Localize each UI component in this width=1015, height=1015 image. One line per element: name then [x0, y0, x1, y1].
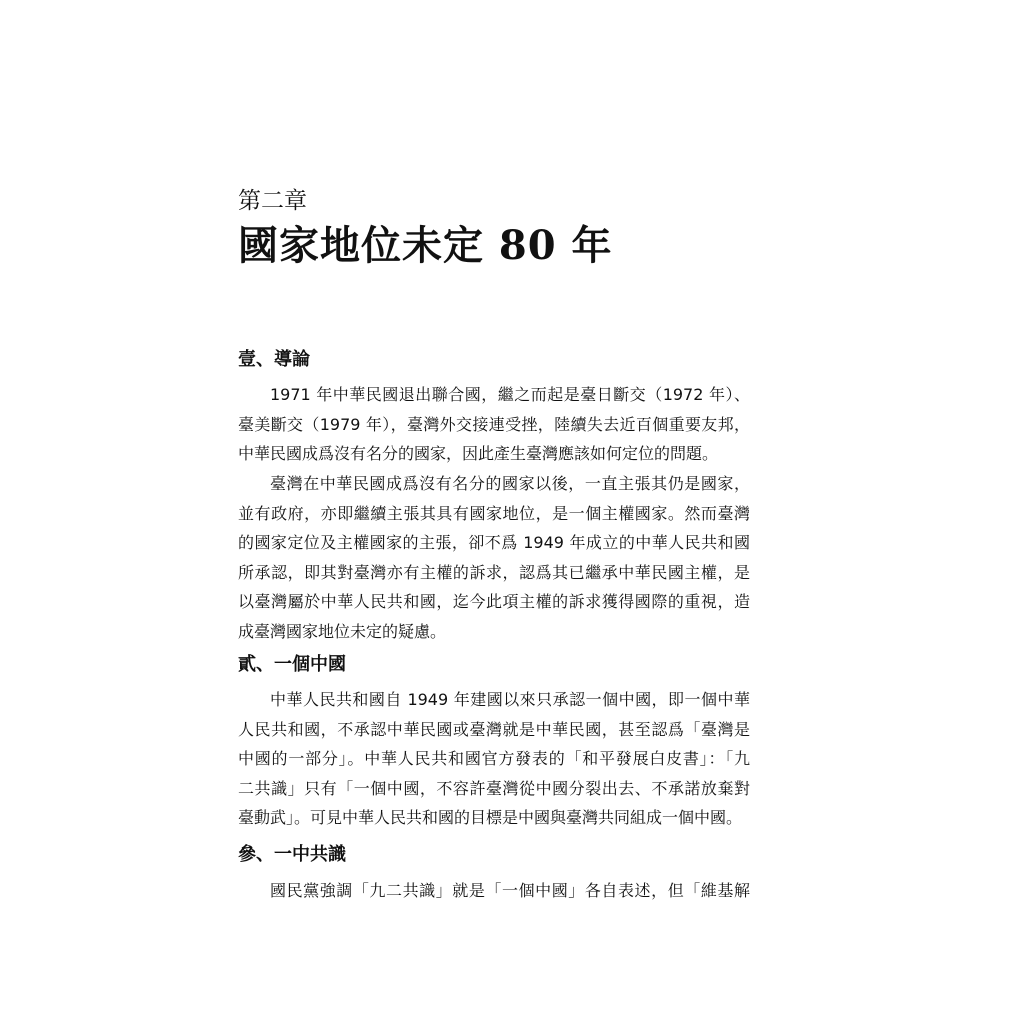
paragraph-line: 二共識」只有「一個中國，不容許臺灣從中國分裂出去、不承諾放棄對 — [238, 779, 750, 798]
section-heading: 壹、導論 — [238, 349, 310, 370]
paragraph-line: 中華民國成爲沒有名分的國家，因此產生臺灣應該如何定位的問題。 — [238, 444, 719, 463]
paragraph-line: 國民黨強調「九二共識」就是「一個中國」各自表述，但「維基解 — [270, 881, 750, 900]
chapter-title: 國家地位未定 80 年 — [238, 222, 613, 269]
paragraph-line: 中國的一部分」。中華人民共和國官方發表的「和平發展白皮書」：「九 — [238, 749, 750, 768]
paragraph-line: 人民共和國，不承認中華民國或臺灣就是中華民國，甚至認爲「臺灣是 — [238, 720, 750, 739]
paragraph-line: 中華人民共和國自 1949 年建國以來只承認一個中國，即一個中華 — [270, 690, 750, 709]
section-heading: 參、一中共識 — [238, 844, 346, 865]
paragraph-line: 臺美斷交（1979 年），臺灣外交接連受挫，陸續失去近百個重要友邦， — [238, 415, 750, 434]
paragraph-line: 1971 年中華民國退出聯合國，繼之而起是臺日斷交（1972 年）、 — [270, 385, 750, 404]
paragraph-line: 以臺灣屬於中華人民共和國，迄今此項主權的訴求獲得國際的重視，造 — [238, 592, 750, 611]
paragraph-line: 成臺灣國家地位未定的疑慮。 — [238, 622, 447, 641]
paragraph-line: 的國家定位及主權國家的主張，卻不爲 1949 年成立的中華人民共和國 — [238, 533, 750, 552]
paragraph-line: 並有政府，亦即繼續主張其具有國家地位，是一個主權國家。然而臺灣 — [238, 504, 750, 523]
paragraph-line: 臺動武」。可見中華人民共和國的目標是中國與臺灣共同組成一個中國。 — [238, 808, 743, 827]
section-heading: 貳、一個中國 — [238, 654, 346, 675]
paragraph-line: 所承認，即其對臺灣亦有主權的訴求，認爲其已繼承中華民國主權，是 — [238, 563, 750, 582]
paragraph-line: 臺灣在中華民國成爲沒有名分的國家以後，一直主張其仍是國家， — [270, 474, 750, 493]
chapter-label: 第二章 — [238, 188, 307, 214]
